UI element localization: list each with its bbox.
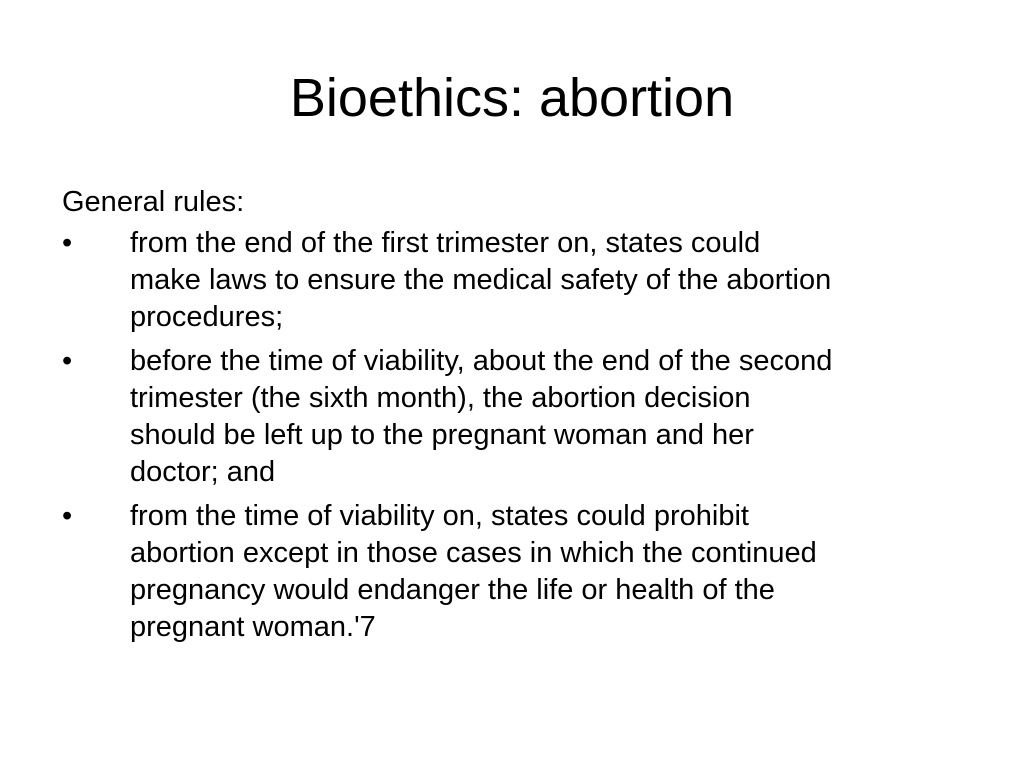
bullet-line: should be left up to the pregnant woman and her (130, 419, 754, 451)
bullet-line: from the time of viability on, states could prohibit (130, 500, 749, 532)
slide-title: Bioethics: abortion (289, 68, 735, 128)
bullet-list (62, 225, 972, 646)
bullet-line: procedures; (130, 301, 284, 333)
bullet-line: pregnant woman.'7 (130, 611, 376, 643)
bullet-item (62, 498, 972, 646)
bullet-line: abortion except in those cases in which the continued (130, 537, 817, 569)
slide-body (62, 184, 972, 653)
bullet-item (62, 225, 972, 336)
bullet-line: make laws to ensure the medical safety of the abortion (130, 264, 832, 296)
bullet-item (62, 343, 972, 491)
bullet-line: trimester (the sixth month), the abortion decision (130, 382, 751, 414)
bullet-line: doctor; and (130, 456, 276, 488)
bullet-line: before the time of viability, about the end of the second (130, 345, 833, 377)
bullet-line: pregnancy would endanger the life or health of the (130, 574, 775, 606)
bullet-line: from the end of the first trimester on, states could (130, 227, 761, 259)
bullet-icon: • (62, 500, 73, 532)
bullet-icon: • (62, 227, 73, 259)
intro-text: General rules: (62, 186, 245, 218)
bullet-icon: • (62, 345, 73, 377)
